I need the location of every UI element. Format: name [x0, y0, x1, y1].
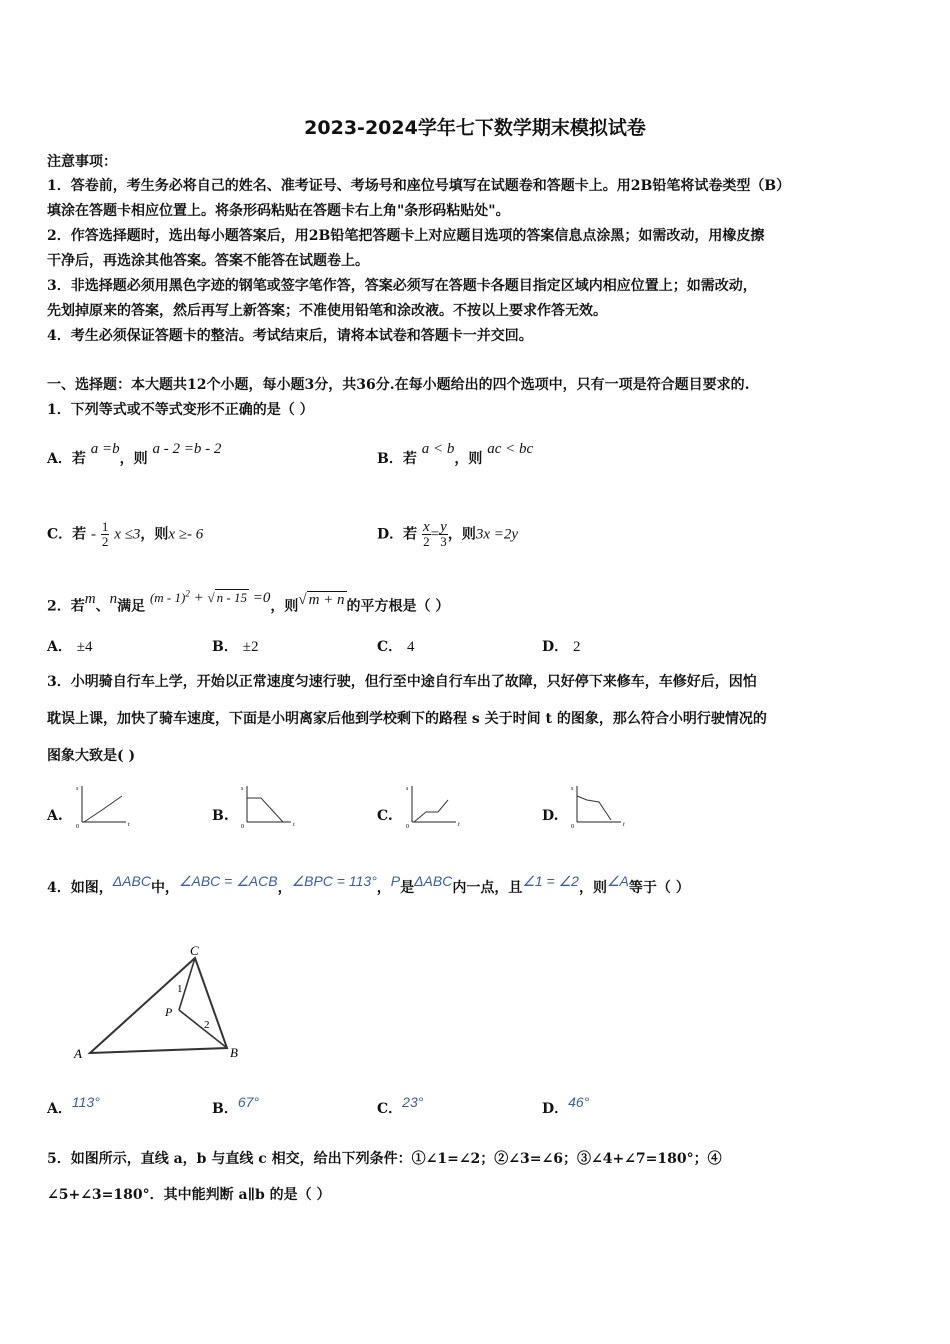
- option-label: A．: [47, 639, 72, 655]
- point-p: P: [390, 873, 401, 889]
- axis-label-t: t: [128, 822, 130, 828]
- triangle-figure: [66, 940, 266, 1070]
- q1-option-c: [47, 520, 203, 549]
- q4-option-a: [47, 1094, 100, 1119]
- q2-option-d: [542, 637, 581, 657]
- q3-option-label: A.: [47, 808, 63, 824]
- fraction: [422, 520, 431, 549]
- option-label: D．: [542, 1101, 569, 1117]
- q2-tail: 的平方根是（ ）: [346, 598, 450, 615]
- option-value: 2: [573, 639, 581, 655]
- axis-label-s: s: [406, 786, 409, 792]
- q4-option-d: [542, 1094, 590, 1119]
- q2-option-b: [212, 637, 258, 657]
- comma: ，: [277, 880, 292, 896]
- q1-option-a: [47, 441, 222, 469]
- angle-1-label: 1: [177, 983, 183, 995]
- option-value: ±2: [242, 639, 259, 655]
- axis-label-t: t: [293, 822, 295, 828]
- graph-option-b: [237, 782, 301, 832]
- angle-2-label: 2: [204, 1019, 210, 1031]
- option-label: C．: [377, 1101, 403, 1117]
- squared-term: (m - 1): [149, 590, 186, 606]
- q4-stem: [47, 873, 690, 898]
- notice-line: 4．考生必须保证答题卡的整洁。考试结束后，请将本试卷和答题卡一并交回。: [47, 328, 533, 344]
- minus-sign: -: [91, 526, 97, 543]
- q4-option-b: [212, 1094, 260, 1119]
- notice-line: 2．作答选择题时，选出每小题答案后，用2B铅笔把答题卡上对应题目选项的答案信息点涂黑；如需改动，用橡皮擦: [47, 228, 765, 244]
- q4-tail: 等于（ ）: [628, 880, 690, 896]
- exponent: 2: [185, 589, 190, 599]
- numerator: y: [440, 519, 447, 535]
- vertex-b-label: B: [230, 1045, 238, 1060]
- graph-line: [247, 798, 283, 822]
- option-label: D．: [542, 639, 569, 655]
- graph-line: [414, 800, 448, 822]
- axis-label-t: t: [623, 822, 625, 828]
- graph-line: [577, 796, 611, 820]
- math-condition: a < b: [421, 441, 455, 457]
- graph-line: [84, 796, 122, 822]
- graph-option-a: [72, 782, 136, 832]
- q5-stem-line: ∠5+∠3=180°．其中能判断 a∥b 的是（ ）: [47, 1187, 331, 1203]
- q5-stem-line: 5．如图所示，直线 a，b 与直线 c 相交，给出下列条件：①∠1=∠2；②∠3=∠6；③∠4+∠7=180°；④: [47, 1151, 722, 1167]
- math-condition: x ≤3: [114, 526, 141, 543]
- triangle-abc: ΔABC: [414, 873, 453, 889]
- math-condition: a =b: [90, 441, 120, 457]
- option-label: B．: [212, 1101, 238, 1117]
- notice-line: 1．答卷前，考生务必将自己的姓名、准考证号、考场号和座位号填写在试题卷和答题卡上。用2B铅笔将试卷类型（B）: [47, 178, 791, 194]
- then-text: ，则: [578, 880, 607, 896]
- q3-option-label: C.: [377, 808, 393, 824]
- then-text: ，则: [270, 598, 299, 615]
- option-value: 46°: [568, 1094, 590, 1110]
- option-label: A．若: [47, 451, 86, 467]
- origin-label: 0: [241, 824, 244, 830]
- q2-prefix: 2．若: [47, 598, 85, 615]
- axis-label-s: s: [571, 786, 574, 792]
- option-label: B．: [212, 639, 238, 655]
- q4-option-c: [377, 1094, 424, 1119]
- page-title: 2023-2024学年七下数学期末模拟试卷: [304, 117, 646, 139]
- origin-label: 0: [406, 824, 409, 830]
- option-label: B．若: [377, 451, 417, 467]
- equation: (m - 1)$^2$ + √ n - 15 =0: [149, 589, 271, 607]
- q2-stem: 2．若m、n满足 (m - 1)$^2$ + √ n - 15 =0，则√ m + n 的平方根是（ ）: [47, 589, 450, 615]
- origin-label: 0: [571, 824, 574, 830]
- fraction: [101, 520, 110, 549]
- radicand: m + n: [308, 592, 345, 609]
- origin-label: 0: [76, 824, 79, 830]
- q4-text: 中，: [150, 880, 179, 896]
- graph-option-d: [567, 782, 631, 832]
- axis-label-s: s: [76, 786, 79, 792]
- then-text: ，则: [447, 526, 476, 543]
- triangle-abc: ΔABC: [112, 873, 151, 889]
- numerator: 1: [101, 519, 109, 534]
- notice-line: 先划掉原来的答案，然后再写上新答案；不准使用铅笔和涂改液。不按以上要求作答无效。: [47, 303, 607, 319]
- q3-stem-line: 耽误上课，加快了骑车速度，下面是小明离家后他到学校剩下的路程 s 关于时间 t 的图象，那么符合小明行驶情况的: [47, 711, 767, 727]
- equals-zero: =0: [248, 590, 271, 607]
- section-heading: 一、选择题：本大题共12个小题，每小题3分，共36分.在每小题给出的四个选项中，只有一项是符合题目要求的.: [47, 377, 750, 393]
- condition-angles-equal: ∠ABC = ∠ACB: [178, 873, 278, 889]
- option-label: D．若: [377, 526, 418, 543]
- then-text: ，则: [140, 526, 169, 543]
- vertex-c-label: C: [190, 943, 199, 958]
- q2-option-a: [47, 637, 92, 657]
- angle-a: ∠A: [606, 873, 629, 889]
- q3-option-label: B.: [212, 808, 229, 824]
- option-value: 23°: [402, 1094, 424, 1110]
- axis-label-s: s: [241, 786, 244, 792]
- q4-prefix: 4．如图，: [47, 880, 113, 896]
- q4-text: 内一点，且: [452, 880, 523, 896]
- plus-sign: +: [189, 590, 208, 607]
- denominator: 3: [440, 534, 447, 549]
- graph-option-c: [402, 782, 466, 832]
- fraction: [439, 520, 448, 549]
- q3-stem-line: 图象大致是( ): [47, 748, 136, 764]
- q1-stem: 1．下列等式或不等式变形不正确的是（ ）: [47, 402, 314, 418]
- q2-option-c: [377, 637, 415, 657]
- option-value: 113°: [71, 1094, 100, 1110]
- condition-bpc: ∠BPC = 113°: [291, 873, 377, 889]
- option-value: ±4: [76, 639, 93, 655]
- comma: ，: [376, 880, 391, 896]
- notice-line: 3．非选择题必须用黑色字迹的钢笔或签字笔作答，答案必须写在答题卡各题目指定区域内相应位置上；如需改动，: [47, 278, 757, 294]
- denominator: 2: [423, 534, 430, 549]
- q4-text: 是: [400, 880, 415, 896]
- notice-line: 填涂在答题卡相应位置上。将条形码粘贴在答题卡右上角"条形码粘贴处"。: [47, 203, 510, 219]
- math-result: a - 2 =b - 2: [152, 441, 222, 457]
- then-text: ，则: [454, 451, 483, 467]
- option-label: C．: [377, 639, 403, 655]
- separator: 、: [95, 598, 110, 615]
- math-result: ac < bc: [487, 441, 534, 457]
- equals-sign: =: [430, 526, 440, 543]
- point-p-label: P: [165, 1005, 173, 1019]
- vertex-a-label: A: [74, 1046, 82, 1061]
- q2-mid: 满足: [117, 598, 146, 615]
- q1-option-d: [377, 520, 518, 549]
- numerator: x: [423, 519, 430, 535]
- q1-option-b: [377, 441, 534, 469]
- var-n: n: [109, 591, 118, 608]
- condition-1-2: ∠1 = ∠2: [522, 873, 579, 889]
- triangle-abc-shape: [90, 958, 227, 1053]
- math-result: 3x =2y: [475, 526, 519, 543]
- option-value: 67°: [237, 1094, 260, 1110]
- axis-label-t: t: [458, 822, 460, 828]
- math-result: x ≥- 6: [168, 526, 204, 543]
- option-label: C．若: [47, 526, 87, 543]
- q3-option-label: D.: [542, 808, 559, 824]
- option-label: A．: [47, 1101, 72, 1117]
- notice-line: 干净后，再选涂其他答案。答案不能答在试题卷上。: [47, 253, 369, 269]
- q3-stem-line: 3．小明骑自行车上学，开始以正常速度匀速行驶，但行至中途自行车出了故障，只好停下来修车，车修好后，因怕: [47, 674, 757, 690]
- then-text: ，则: [119, 451, 148, 467]
- radicand: n - 15: [216, 590, 247, 606]
- denominator: 2: [101, 534, 109, 549]
- notice-heading: 注意事项：: [47, 154, 117, 170]
- var-m: m: [84, 591, 96, 608]
- option-value: 4: [407, 639, 415, 655]
